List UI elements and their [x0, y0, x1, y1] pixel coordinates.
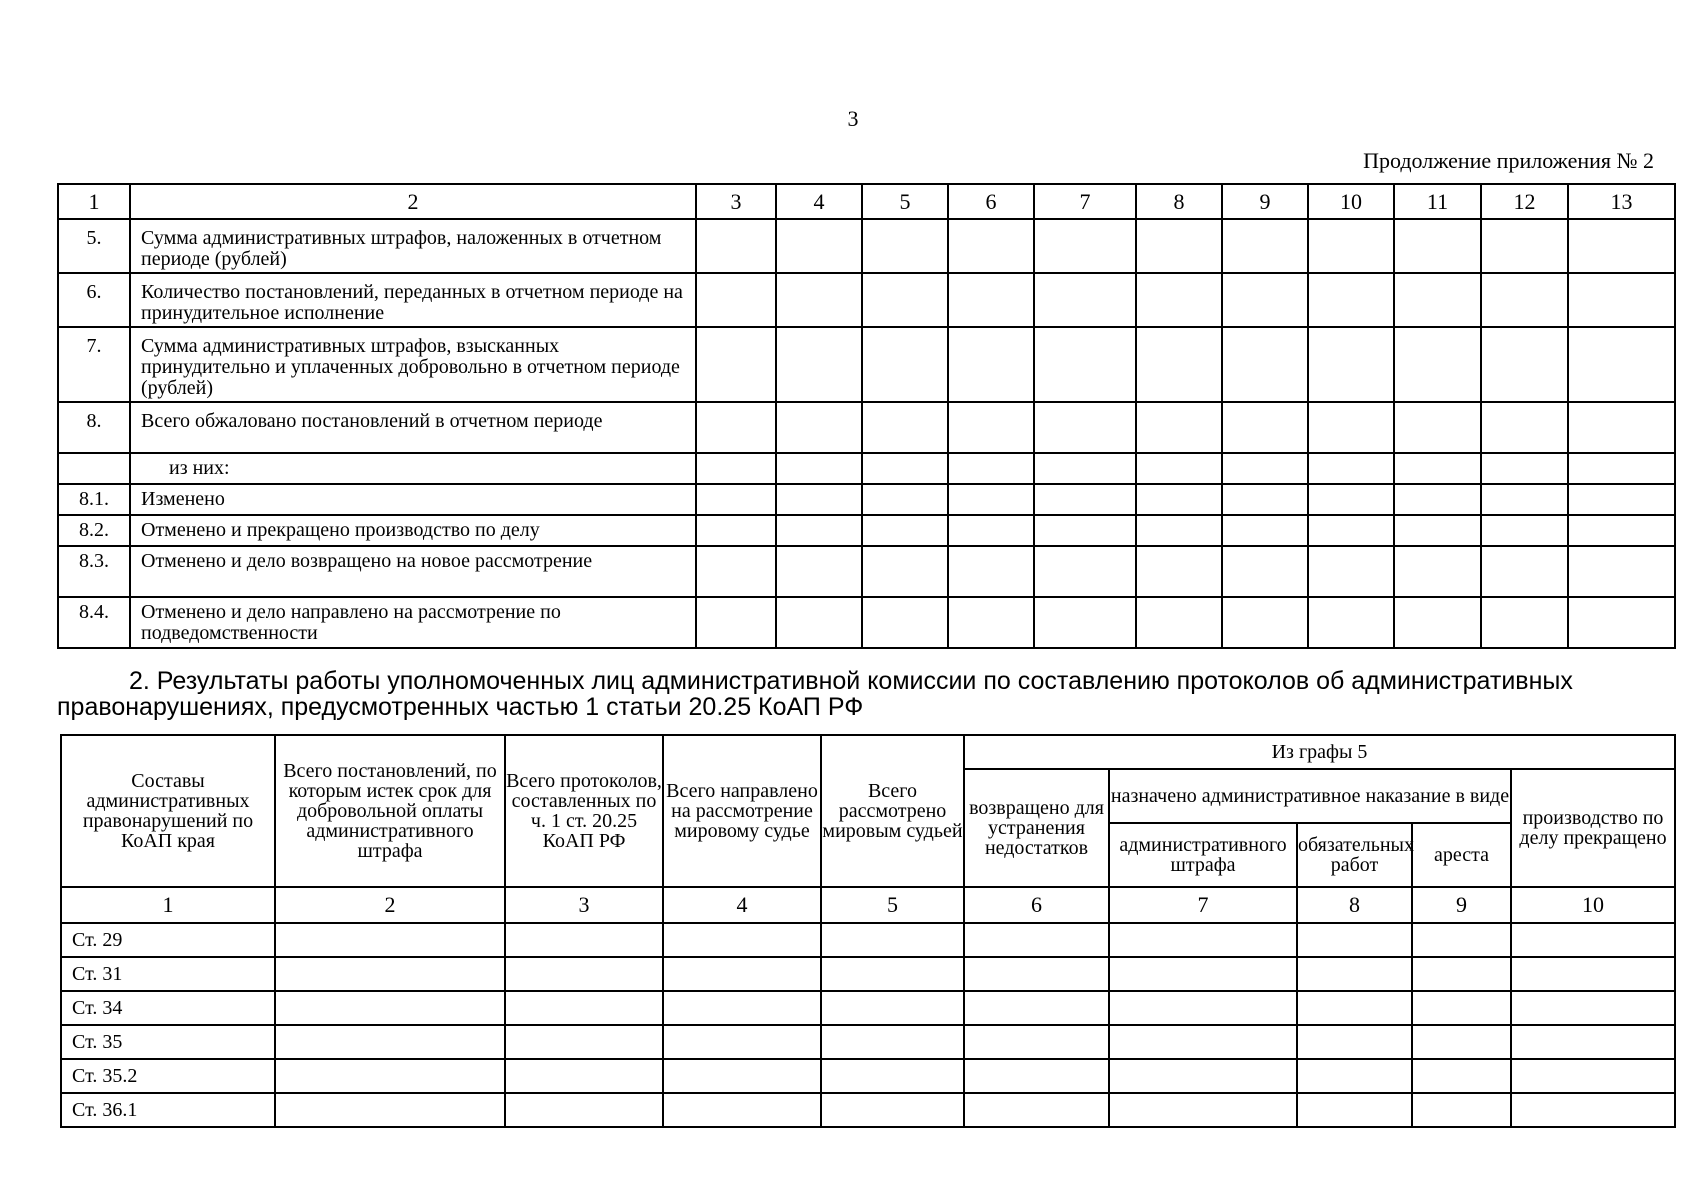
data-cell[interactable] [1308, 484, 1394, 515]
data-cell[interactable] [1481, 484, 1568, 515]
data-cell[interactable] [275, 1059, 505, 1093]
table-report-continuation [57, 183, 1676, 649]
data-cell[interactable] [964, 1025, 1109, 1059]
row-label: Всего обжаловано постановлений в отчетном периоде [130, 402, 696, 453]
data-cell[interactable] [776, 597, 862, 648]
data-cell[interactable] [1308, 402, 1394, 453]
header-admin-fine: административного штрафа [1109, 823, 1297, 887]
data-cell[interactable] [1136, 219, 1222, 273]
column-number-header: 2 [275, 887, 505, 923]
data-cell[interactable] [1109, 1093, 1297, 1127]
page-number: 3 [847, 106, 859, 131]
data-cell[interactable] [1109, 1059, 1297, 1093]
data-cell[interactable] [663, 923, 821, 957]
column-number-header: 6 [964, 887, 1109, 923]
data-cell[interactable] [1511, 1025, 1675, 1059]
data-cell[interactable] [1308, 219, 1394, 273]
data-cell[interactable] [1568, 402, 1675, 453]
offense-article-label: Ст. 34 [61, 991, 275, 1025]
data-cell[interactable] [1222, 219, 1308, 273]
data-cell[interactable] [776, 515, 862, 546]
column-number-header: 2 [130, 184, 696, 219]
column-number-header: 13 [1568, 184, 1675, 219]
data-cell[interactable] [1412, 923, 1511, 957]
header-mandatory-work: обязательных работ [1297, 823, 1412, 887]
column-number-header: 8 [1297, 887, 1412, 923]
data-cell[interactable] [1034, 515, 1136, 546]
data-cell[interactable] [696, 453, 776, 484]
data-cell[interactable] [275, 991, 505, 1025]
data-cell[interactable] [1136, 453, 1222, 484]
data-cell[interactable] [1136, 484, 1222, 515]
data-cell[interactable] [964, 957, 1109, 991]
row-label: из них: [130, 453, 696, 484]
data-cell[interactable] [1568, 453, 1675, 484]
data-cell[interactable] [663, 957, 821, 991]
column-number-header: 1 [58, 184, 130, 219]
data-cell[interactable] [275, 957, 505, 991]
data-cell[interactable] [1481, 453, 1568, 484]
data-cell[interactable] [275, 1025, 505, 1059]
data-cell[interactable] [948, 453, 1034, 484]
data-cell[interactable] [1394, 453, 1481, 484]
column-number-header: 10 [1511, 887, 1675, 923]
data-cell[interactable] [1109, 923, 1297, 957]
data-cell[interactable] [1034, 402, 1136, 453]
data-cell[interactable] [1511, 991, 1675, 1025]
table-row [61, 923, 1675, 957]
row-label: Отменено и дело направлено на рассмотрение по подведомственности [130, 597, 696, 648]
row-label: Сумма административных штрафов, наложенных в отчетном периоде (рублей) [130, 219, 696, 273]
data-cell[interactable] [776, 327, 862, 402]
data-cell[interactable] [1222, 453, 1308, 484]
data-cell[interactable] [776, 453, 862, 484]
data-cell[interactable] [1109, 991, 1297, 1025]
data-cell[interactable] [1568, 515, 1675, 546]
column-number-header: 3 [505, 887, 663, 923]
data-cell[interactable] [1412, 957, 1511, 991]
data-cell[interactable] [948, 219, 1034, 273]
data-cell[interactable] [964, 1059, 1109, 1093]
data-cell[interactable] [1297, 991, 1412, 1025]
column-number-header: 5 [821, 887, 964, 923]
data-cell[interactable] [948, 327, 1034, 402]
data-cell[interactable] [1481, 597, 1568, 648]
data-cell[interactable] [696, 327, 776, 402]
data-cell[interactable] [1568, 484, 1675, 515]
data-cell[interactable] [948, 484, 1034, 515]
row-label: Количество постановлений, переданных в отчетном периоде на принудительное исполнение [130, 273, 696, 327]
data-cell[interactable] [1511, 1093, 1675, 1127]
row-number: 5. [58, 219, 130, 273]
data-cell[interactable] [1034, 219, 1136, 273]
data-cell[interactable] [505, 991, 663, 1025]
data-cell[interactable] [696, 546, 776, 597]
data-cell[interactable] [1412, 1059, 1511, 1093]
row-number: 8.1. [58, 484, 130, 515]
data-cell[interactable] [1136, 327, 1222, 402]
header-assigned-punishment: назначено административное наказание в виде [1109, 769, 1511, 823]
data-cell[interactable] [1222, 546, 1308, 597]
column-number-header: 10 [1308, 184, 1394, 219]
header-from-column-5: Из графы 5 [964, 735, 1675, 769]
data-cell[interactable] [964, 1093, 1109, 1127]
column-number-header: 6 [948, 184, 1034, 219]
data-cell[interactable] [1511, 957, 1675, 991]
data-cell[interactable] [275, 923, 505, 957]
data-cell[interactable] [1297, 957, 1412, 991]
data-cell[interactable] [696, 219, 776, 273]
column-number-header: 3 [696, 184, 776, 219]
table-row [58, 546, 1675, 597]
column-number-header: 8 [1136, 184, 1222, 219]
data-cell[interactable] [1109, 1025, 1297, 1059]
data-cell[interactable] [776, 546, 862, 597]
data-cell[interactable] [275, 1093, 505, 1127]
data-cell[interactable] [1481, 515, 1568, 546]
table-row [58, 484, 1675, 515]
section-2-title: 2. Результаты работы уполномоченных лиц административной комиссии по составлению протоколов об административных правонарушениях, предусмотренных частью 1 статьи 20.25 КоАП РФ [57, 667, 1573, 721]
data-cell[interactable] [1394, 273, 1481, 327]
offense-article-label: Ст. 35 [61, 1025, 275, 1059]
table1-header-row [58, 184, 1675, 219]
data-cell[interactable] [663, 1093, 821, 1127]
data-cell[interactable] [821, 923, 964, 957]
table-row [58, 453, 1675, 484]
data-cell[interactable] [696, 273, 776, 327]
data-cell[interactable] [964, 991, 1109, 1025]
offense-article-label: Ст. 36.1 [61, 1093, 275, 1127]
data-cell[interactable] [776, 273, 862, 327]
data-cell[interactable] [948, 515, 1034, 546]
data-cell[interactable] [1394, 327, 1481, 402]
data-cell[interactable] [1109, 957, 1297, 991]
data-cell[interactable] [1136, 273, 1222, 327]
data-cell[interactable] [1308, 597, 1394, 648]
data-cell[interactable] [505, 1025, 663, 1059]
table-row [61, 1093, 1675, 1127]
data-cell[interactable] [1034, 546, 1136, 597]
data-cell[interactable] [821, 957, 964, 991]
header-returned: возвращено для устранения недостатков [964, 769, 1109, 887]
data-cell[interactable] [1308, 453, 1394, 484]
data-cell[interactable] [964, 923, 1109, 957]
table-commission-results [60, 734, 1676, 1128]
data-cell[interactable] [663, 1025, 821, 1059]
data-cell[interactable] [1222, 484, 1308, 515]
data-cell[interactable] [1222, 327, 1308, 402]
data-cell[interactable] [1568, 546, 1675, 597]
row-label: Сумма административных штрафов, взысканных принудительно и уплаченных добровольно в отчетном периоде (рублей) [130, 327, 696, 402]
data-cell[interactable] [1136, 546, 1222, 597]
column-number-header: 5 [862, 184, 948, 219]
row-number: 8.3. [58, 546, 130, 597]
data-cell[interactable] [862, 597, 948, 648]
column-number-header: 11 [1394, 184, 1481, 219]
data-cell[interactable] [1034, 484, 1136, 515]
header-reviewed-by-judge: Всего рассмотрено мировым судьей [821, 735, 964, 887]
row-number: 6. [58, 273, 130, 327]
data-cell[interactable] [948, 402, 1034, 453]
data-cell[interactable] [821, 1059, 964, 1093]
row-number [58, 453, 130, 484]
data-cell[interactable] [1511, 1059, 1675, 1093]
data-cell[interactable] [1568, 219, 1675, 273]
data-cell[interactable] [1394, 546, 1481, 597]
data-cell[interactable] [696, 402, 776, 453]
data-cell[interactable] [1568, 327, 1675, 402]
data-cell[interactable] [862, 453, 948, 484]
row-label: Отменено и прекращено производство по делу [130, 515, 696, 546]
data-cell[interactable] [505, 923, 663, 957]
data-cell[interactable] [1034, 597, 1136, 648]
row-number: 8.2. [58, 515, 130, 546]
data-cell[interactable] [663, 991, 821, 1025]
data-cell[interactable] [1297, 1025, 1412, 1059]
data-cell[interactable] [948, 273, 1034, 327]
data-cell[interactable] [862, 402, 948, 453]
data-cell[interactable] [1481, 402, 1568, 453]
data-cell[interactable] [1394, 219, 1481, 273]
data-cell[interactable] [1481, 327, 1568, 402]
data-cell[interactable] [696, 597, 776, 648]
data-cell[interactable] [1394, 597, 1481, 648]
data-cell[interactable] [948, 597, 1034, 648]
data-cell[interactable] [862, 484, 948, 515]
data-cell[interactable] [1136, 597, 1222, 648]
data-cell[interactable] [1511, 923, 1675, 957]
data-cell[interactable] [1297, 923, 1412, 957]
table-row [61, 991, 1675, 1025]
data-cell[interactable] [1481, 219, 1568, 273]
column-number-header: 9 [1412, 887, 1511, 923]
data-cell[interactable] [821, 1025, 964, 1059]
data-cell[interactable] [663, 1059, 821, 1093]
row-number: 8.4. [58, 597, 130, 648]
data-cell[interactable] [862, 515, 948, 546]
header-protocols-total: Всего протоколов, составленных по ч. 1 ст. 20.25 КоАП РФ [505, 735, 663, 887]
data-cell[interactable] [1412, 991, 1511, 1025]
data-cell[interactable] [1308, 327, 1394, 402]
data-cell[interactable] [1136, 515, 1222, 546]
data-cell[interactable] [821, 991, 964, 1025]
row-number: 7. [58, 327, 130, 402]
data-cell[interactable] [1394, 402, 1481, 453]
header-arrest: ареста [1412, 823, 1511, 887]
data-cell[interactable] [1308, 546, 1394, 597]
data-cell[interactable] [1308, 515, 1394, 546]
data-cell[interactable] [1568, 273, 1675, 327]
header-offense-types: Составы административных правонарушений по КоАП края [61, 735, 275, 887]
data-cell[interactable] [776, 402, 862, 453]
data-cell[interactable] [948, 546, 1034, 597]
header-expired-decisions: Всего постановлений, по которым истек срок для добровольной оплаты административного штрафа [275, 735, 505, 887]
column-number-header: 1 [61, 887, 275, 923]
data-cell[interactable] [505, 1059, 663, 1093]
data-cell[interactable] [1136, 402, 1222, 453]
offense-article-label: Ст. 29 [61, 923, 275, 957]
table-row [58, 597, 1675, 648]
data-cell[interactable] [696, 515, 776, 546]
data-cell[interactable] [1394, 515, 1481, 546]
data-cell[interactable] [1034, 273, 1136, 327]
table-row [61, 1025, 1675, 1059]
data-cell[interactable] [862, 546, 948, 597]
data-cell[interactable] [1222, 597, 1308, 648]
header-sent-to-judge: Всего направлено на рассмотрение мировому судье [663, 735, 821, 887]
row-label: Отменено и дело возвращено на новое рассмотрение [130, 546, 696, 597]
offense-article-label: Ст. 35.2 [61, 1059, 275, 1093]
data-cell[interactable] [1034, 453, 1136, 484]
data-cell[interactable] [1222, 273, 1308, 327]
data-cell[interactable] [505, 957, 663, 991]
data-cell[interactable] [505, 1093, 663, 1127]
header-case-terminated: производство по делу прекращено [1511, 769, 1675, 887]
data-cell[interactable] [696, 484, 776, 515]
table-row [58, 273, 1675, 327]
table2-index-row [61, 887, 1675, 923]
data-cell[interactable] [862, 219, 948, 273]
table-row [58, 402, 1675, 453]
data-cell[interactable] [821, 1093, 964, 1127]
data-cell[interactable] [1412, 1093, 1511, 1127]
column-number-header: 9 [1222, 184, 1308, 219]
table-row [58, 219, 1675, 273]
data-cell[interactable] [1568, 597, 1675, 648]
column-number-header: 4 [663, 887, 821, 923]
table-row [58, 515, 1675, 546]
data-cell[interactable] [1297, 1059, 1412, 1093]
data-cell[interactable] [1308, 273, 1394, 327]
data-cell[interactable] [776, 484, 862, 515]
data-cell[interactable] [1297, 1093, 1412, 1127]
row-number: 8. [58, 402, 130, 453]
data-cell[interactable] [1481, 273, 1568, 327]
table-row [61, 957, 1675, 991]
row-label: Изменено [130, 484, 696, 515]
data-cell[interactable] [1222, 402, 1308, 453]
data-cell[interactable] [862, 273, 948, 327]
data-cell[interactable] [1412, 1025, 1511, 1059]
data-cell[interactable] [1394, 484, 1481, 515]
data-cell[interactable] [862, 327, 948, 402]
column-number-header: 4 [776, 184, 862, 219]
data-cell[interactable] [1481, 546, 1568, 597]
column-number-header: 12 [1481, 184, 1568, 219]
data-cell[interactable] [1222, 515, 1308, 546]
offense-article-label: Ст. 31 [61, 957, 275, 991]
table-row [61, 1059, 1675, 1093]
continuation-label: Продолжение приложения № 2 [1363, 148, 1654, 173]
data-cell[interactable] [776, 219, 862, 273]
column-number-header: 7 [1109, 887, 1297, 923]
data-cell[interactable] [1034, 327, 1136, 402]
table-row [58, 327, 1675, 402]
column-number-header: 7 [1034, 184, 1136, 219]
